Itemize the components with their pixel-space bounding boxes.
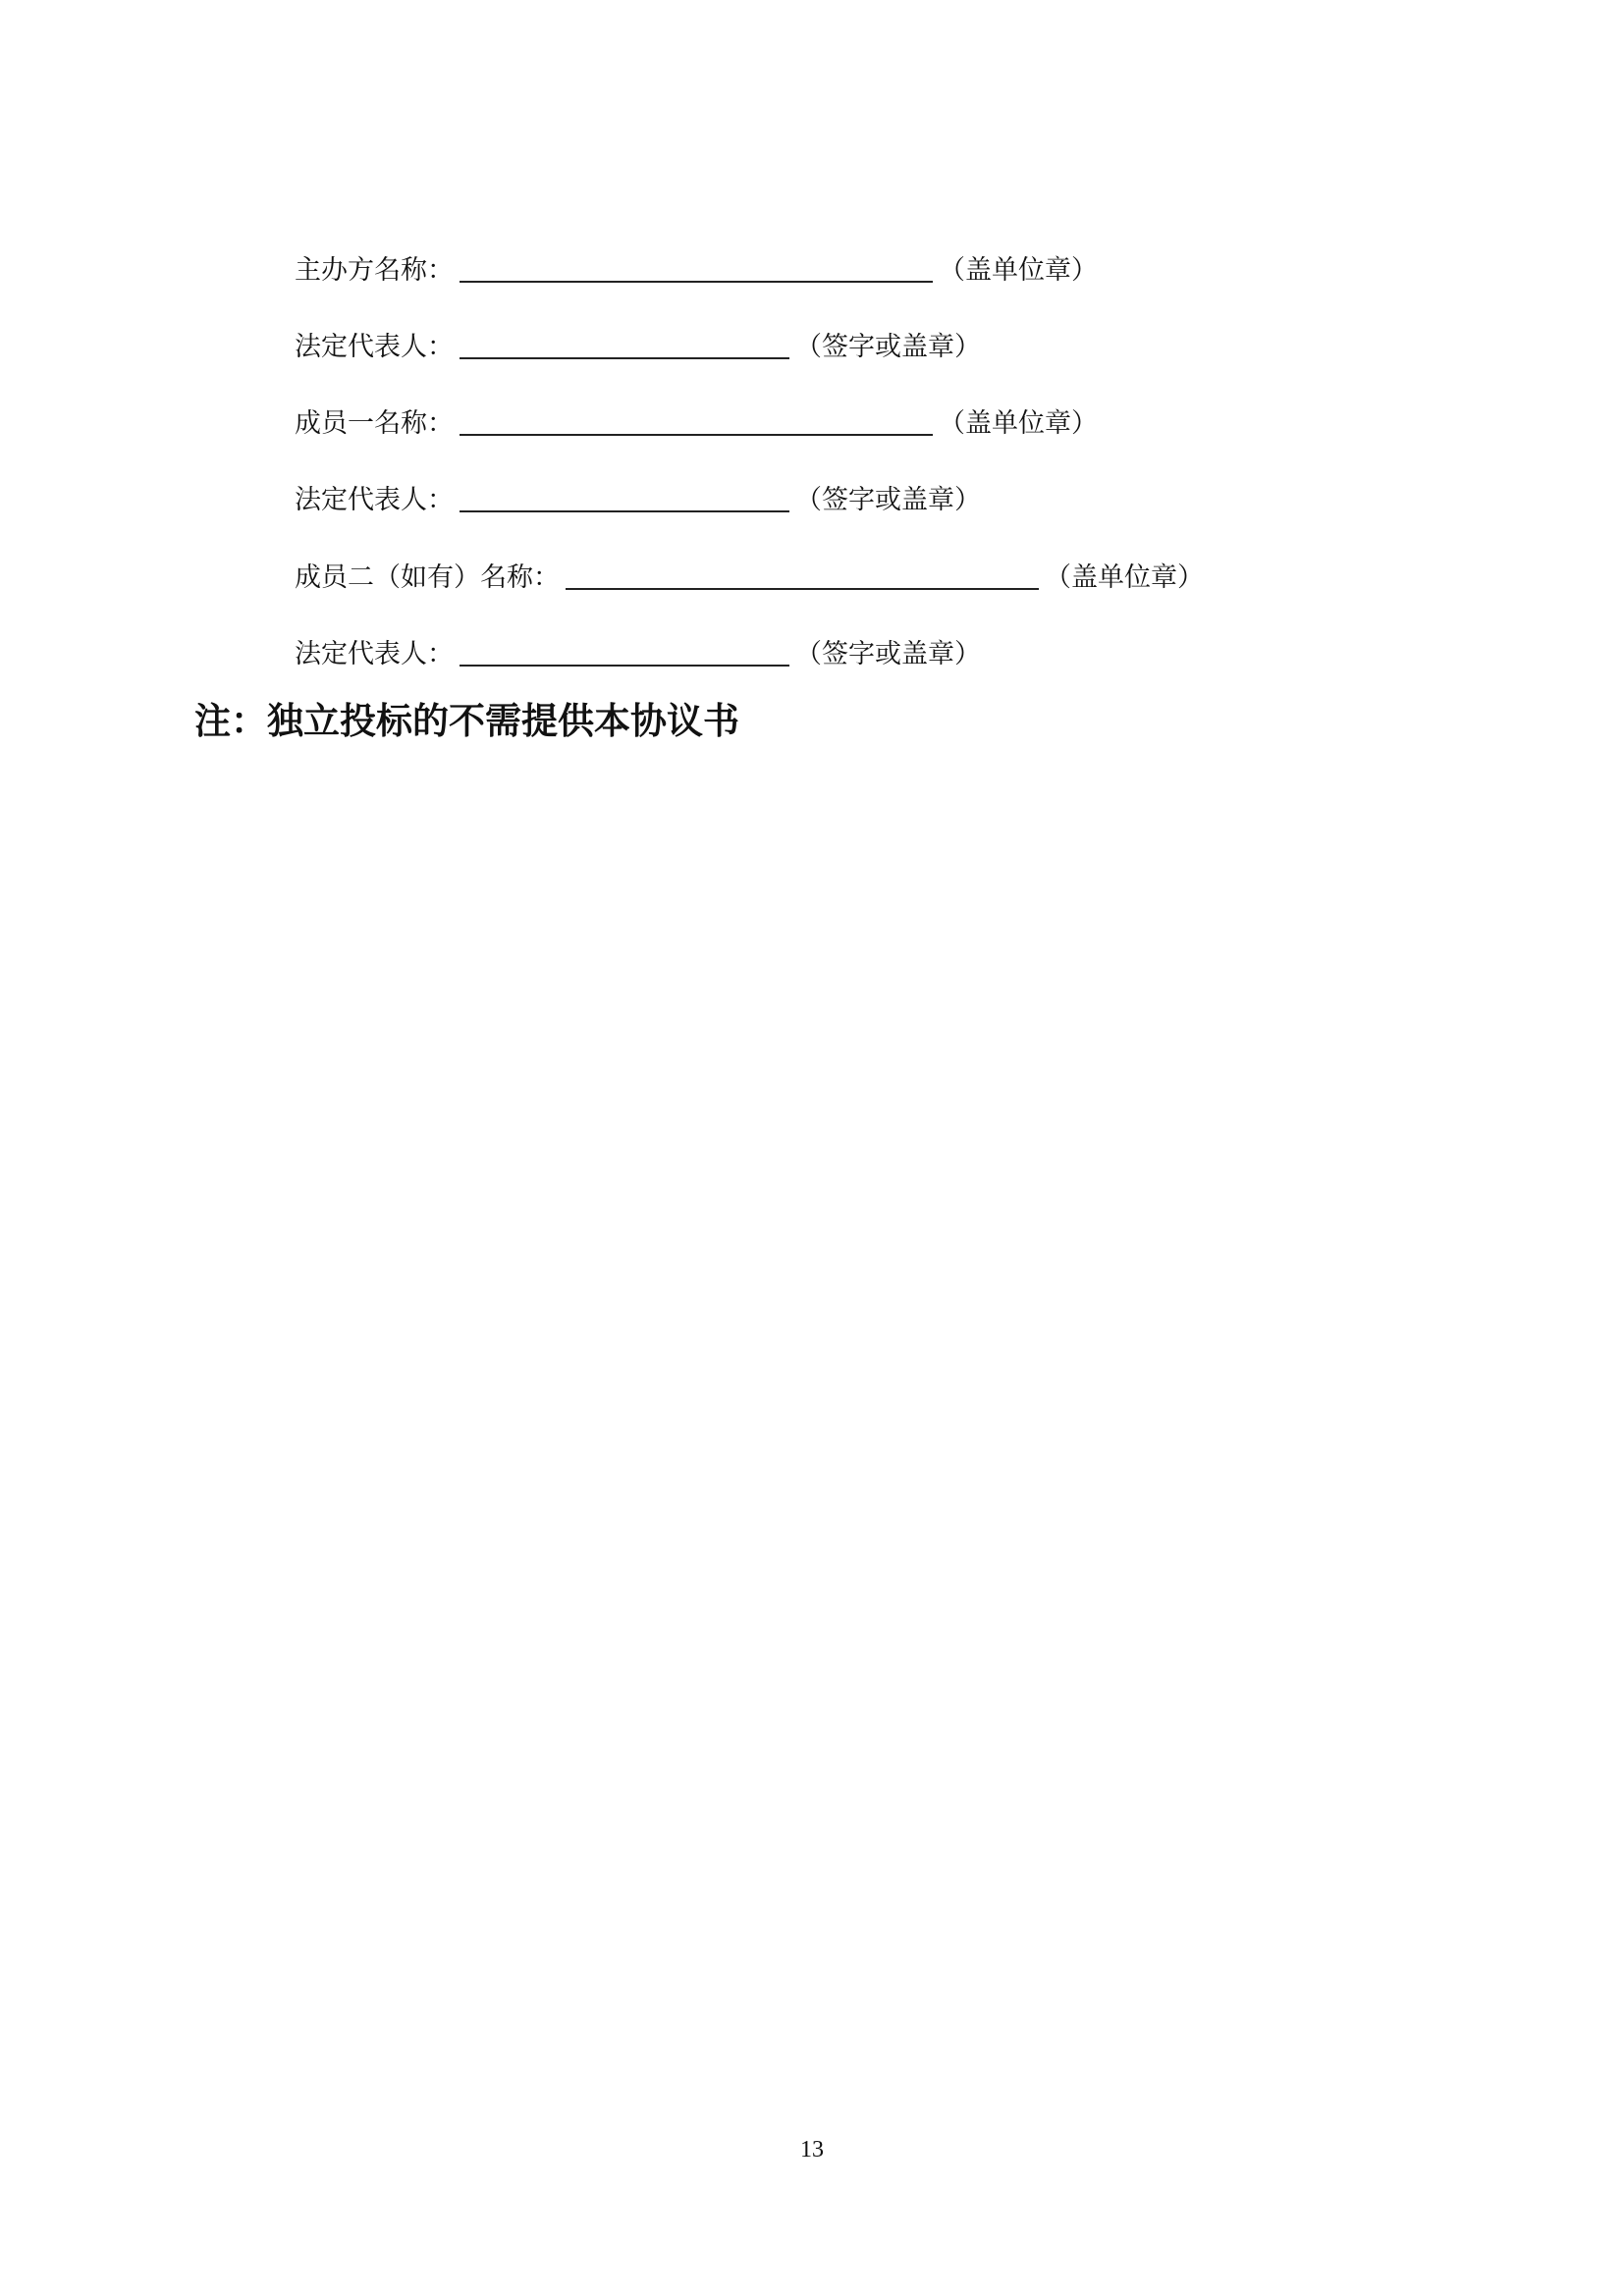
page-number: 13	[800, 2137, 824, 2163]
signature-label: 主办方名称：	[295, 255, 454, 286]
signature-label: 法定代表人：	[295, 639, 454, 669]
signature-note: （盖单位章）	[939, 255, 1098, 286]
signature-blank	[460, 485, 789, 512]
signature-blank	[566, 562, 1039, 590]
signature-note: （盖单位章）	[939, 408, 1098, 439]
signature-line-host	[295, 247, 1098, 287]
signature-line-member-two-representative	[295, 631, 981, 670]
signature-line-host-representative	[295, 324, 981, 363]
signature-line-member-one	[295, 400, 1098, 440]
signature-note: （盖单位章）	[1045, 562, 1204, 593]
signature-blank	[460, 639, 789, 667]
signature-note: （签字或盖章）	[795, 639, 981, 669]
signature-label: 成员二（如有）名称：	[295, 562, 560, 593]
signature-label: 法定代表人：	[295, 485, 454, 515]
signature-label: 法定代表人：	[295, 332, 454, 362]
signature-note: （签字或盖章）	[795, 332, 981, 362]
signature-blank	[460, 332, 789, 359]
signature-blank	[460, 255, 933, 283]
signature-line-member-two	[295, 555, 1204, 594]
signature-note: （签字或盖章）	[795, 485, 981, 515]
signature-label: 成员一名称：	[295, 408, 454, 439]
independent-bid-note: 注：独立投标的不需提供本协议书	[194, 700, 739, 742]
signature-line-member-one-representative	[295, 477, 981, 516]
signature-blank	[460, 408, 933, 436]
